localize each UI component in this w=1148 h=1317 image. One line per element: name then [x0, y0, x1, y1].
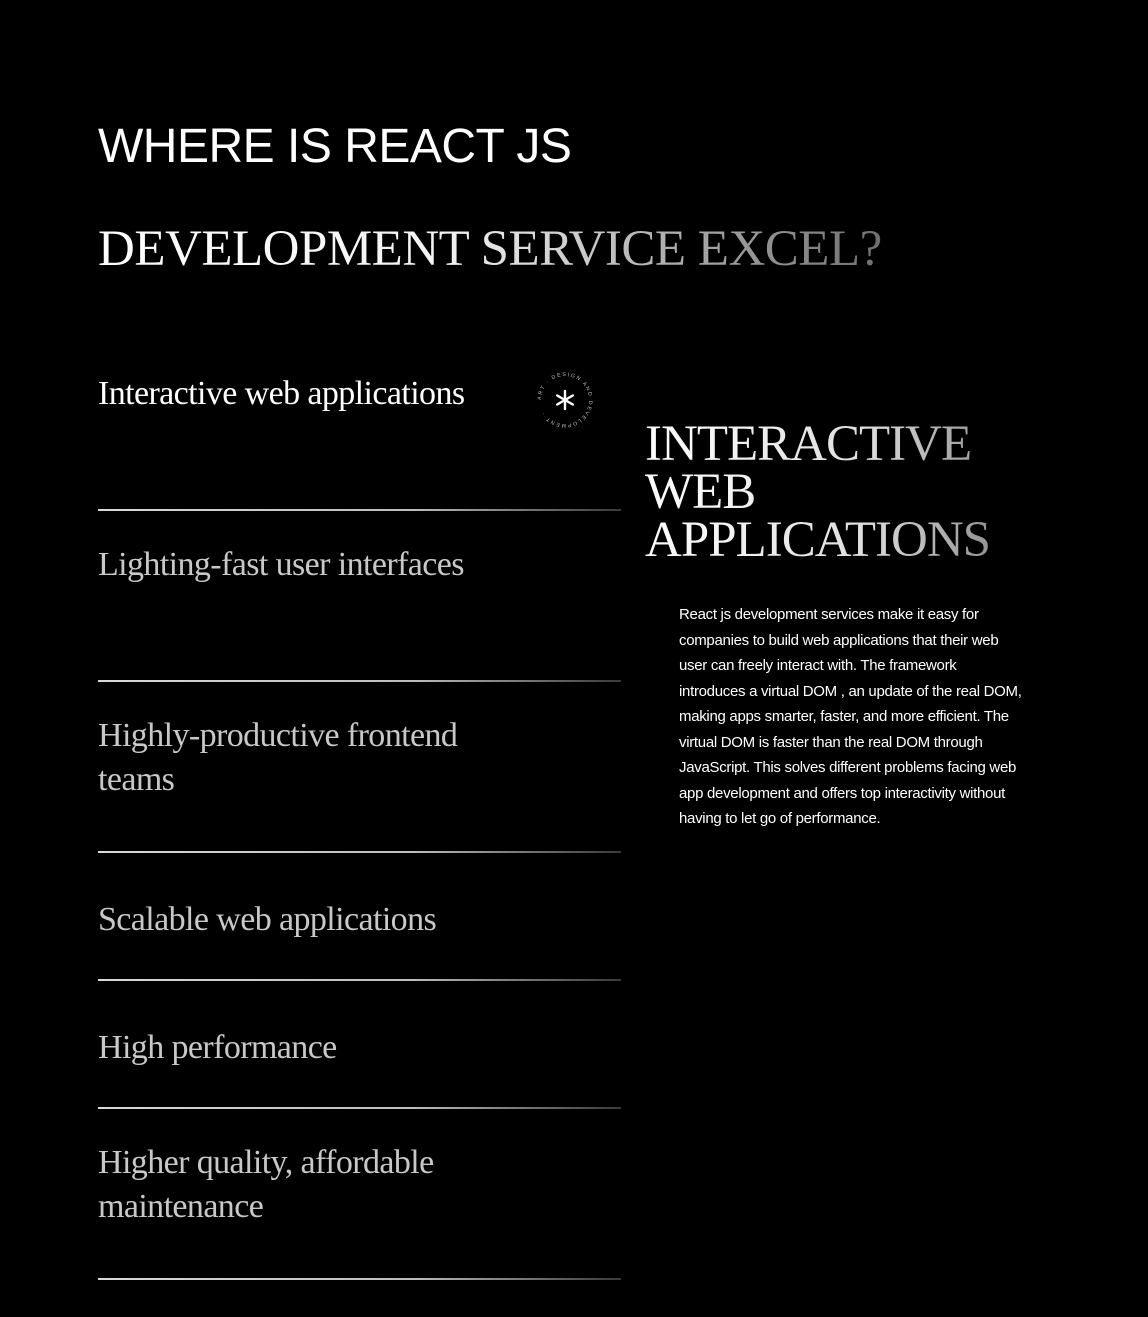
detail-title: INTERACTIVE WEB APPLICATIONS	[645, 420, 1085, 564]
feature-item-scalable-web-applications[interactable]	[98, 853, 621, 981]
rotating-badge	[532, 367, 598, 433]
badge-graphic	[532, 367, 598, 433]
feature-label: Scalable web applications	[98, 901, 437, 938]
detail-description: React js development services make it easy for companies to build web applications that their web user can freely interact with. The framework introduces a virtual DOM , an update of the real DOM, making apps smarter, faster, and more efficient. The virtual DOM is faster than the real DOM through JavaScript. This solves different problems facing web app development and offers top interactivity without having to let go of performance.	[679, 606, 1022, 827]
feature-item-lighting-fast-user-interfaces[interactable]	[98, 511, 621, 682]
section-title-line-2: DEVELOPMENT SERVICE EXCEL?	[98, 221, 882, 277]
feature-label: Highly-productive frontend teams	[98, 717, 458, 798]
feature-label: Lighting-fast user interfaces	[98, 546, 464, 583]
feature-divider	[98, 1278, 621, 1280]
feature-label: Higher quality, affordable maintenance	[98, 1144, 434, 1225]
feature-item-high-performance[interactable]	[98, 981, 621, 1109]
section-title-line-1: WHERE IS REACT JS	[98, 120, 572, 173]
feature-item-highly-productive-frontend-teams[interactable]	[98, 682, 621, 853]
feature-label: High performance	[98, 1029, 337, 1066]
feature-list	[98, 340, 621, 1280]
asterisk-icon	[557, 391, 573, 409]
feature-item-higher-quality-affordable-maintenance[interactable]	[98, 1109, 621, 1280]
feature-label: Interactive web applications	[98, 375, 465, 412]
badge-ring-text: ART · DESIGN AND DEVELOPMENT ·	[536, 371, 594, 429]
